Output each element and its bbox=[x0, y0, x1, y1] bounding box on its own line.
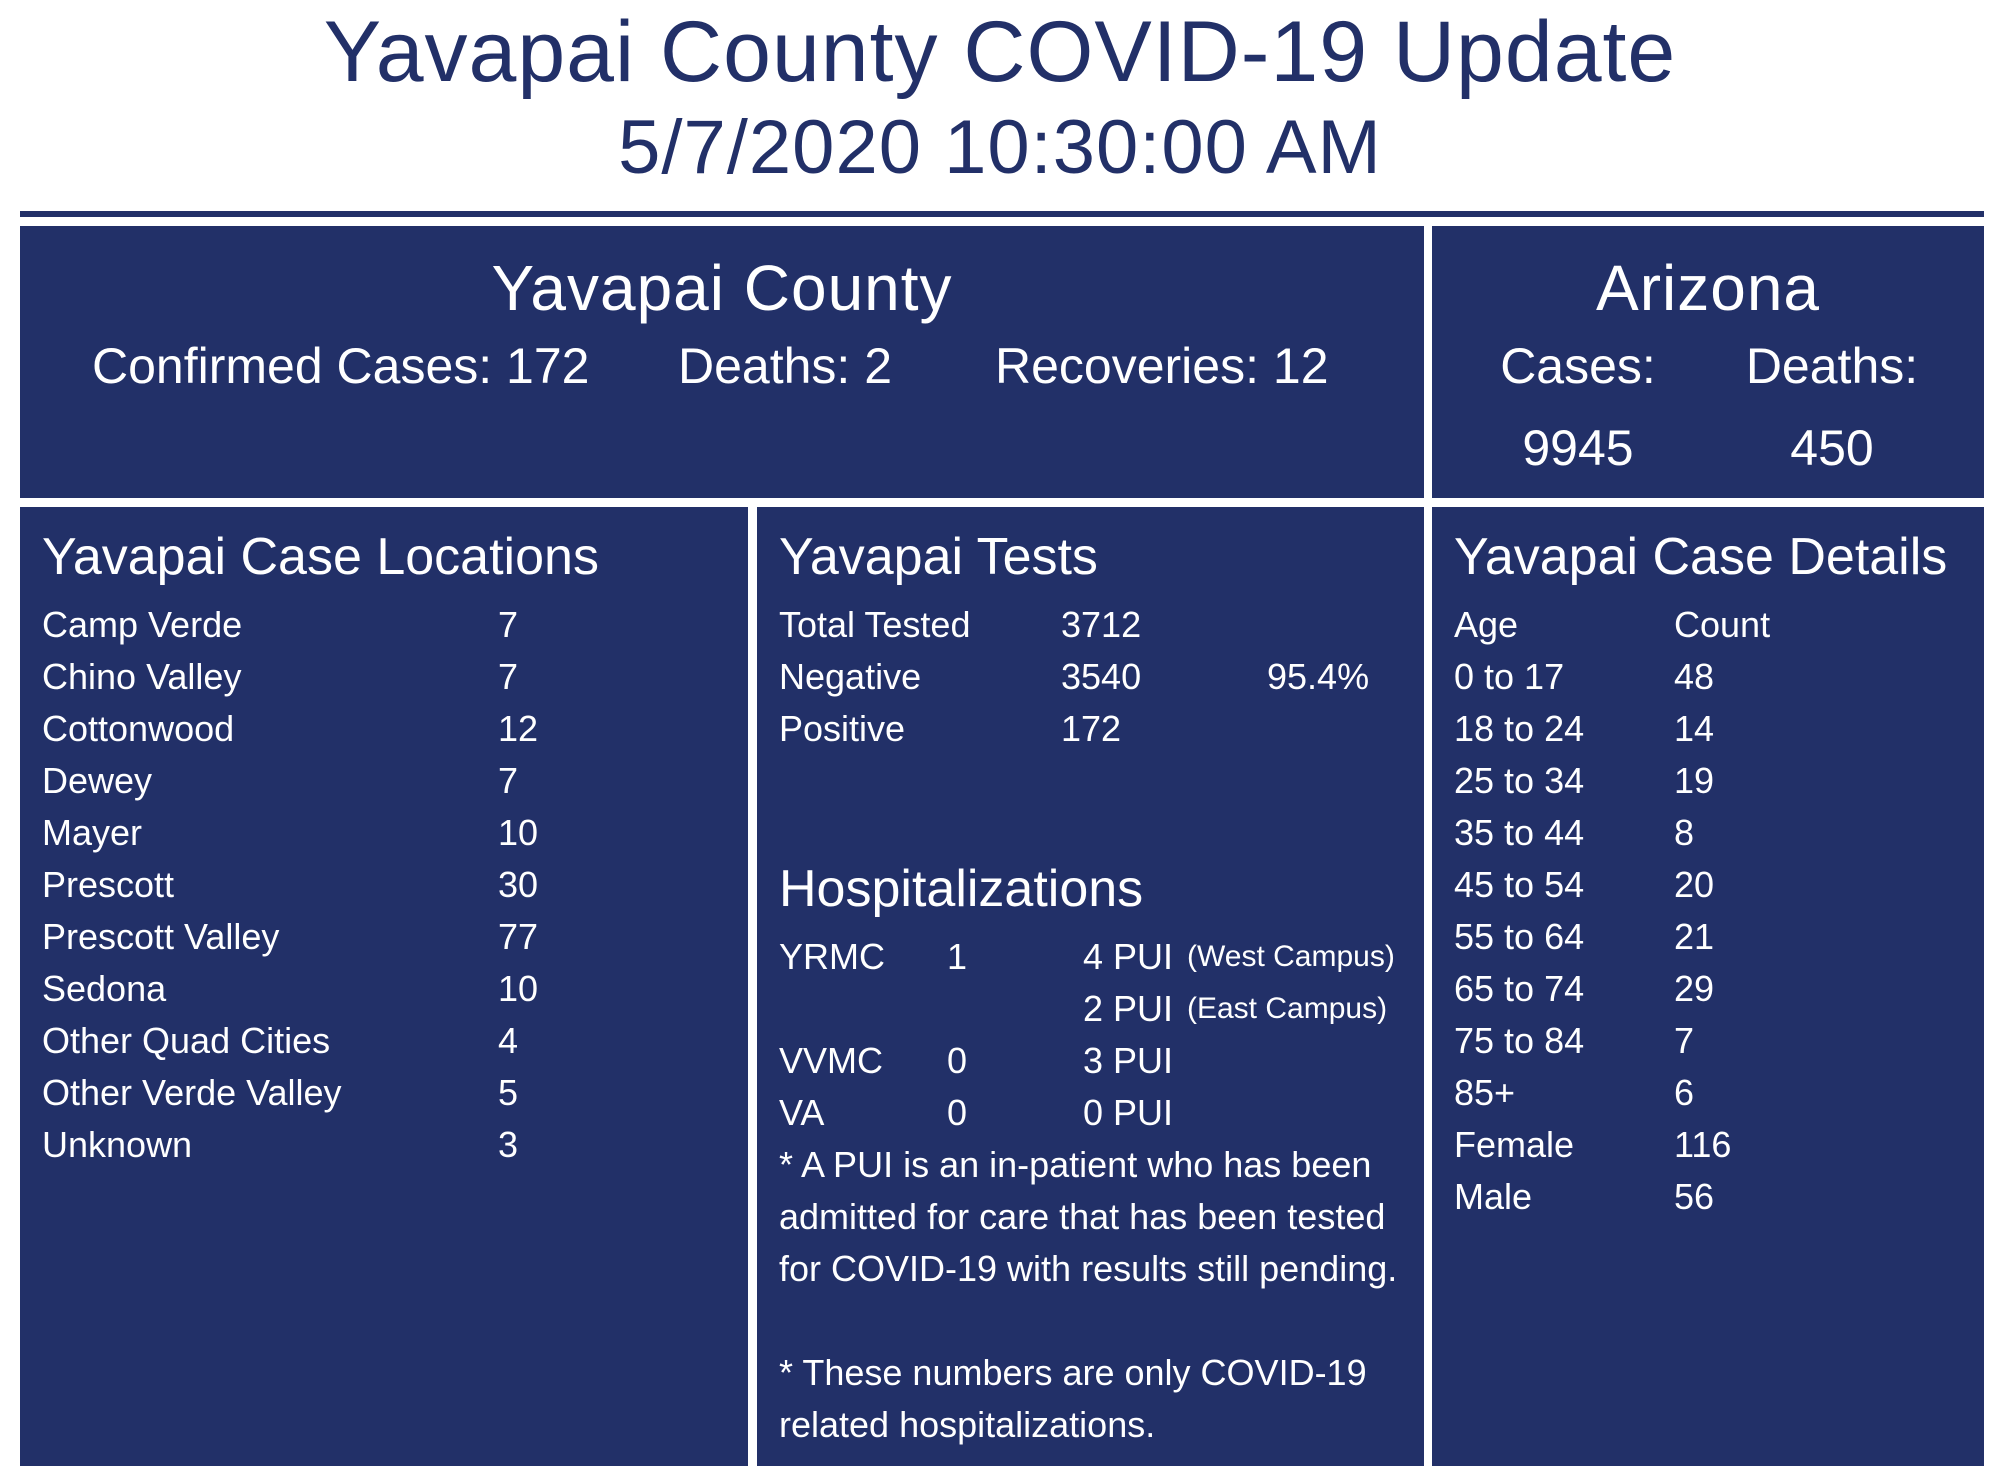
location-name: Dewey bbox=[42, 760, 153, 801]
hospital-campus: (West Campus) bbox=[1187, 940, 1395, 973]
age-group-label: 18 to 24 bbox=[1454, 708, 1585, 749]
tests-list bbox=[779, 599, 1414, 755]
age-group-count: 29 bbox=[1674, 968, 1715, 1009]
location-count: 12 bbox=[498, 708, 539, 749]
age-group-label: Male bbox=[1454, 1176, 1533, 1217]
location-name: Cottonwood bbox=[42, 708, 235, 749]
age-group-label: 65 to 74 bbox=[1454, 968, 1585, 1009]
location-count: 7 bbox=[498, 760, 519, 801]
age-group-count: 6 bbox=[1674, 1072, 1695, 1113]
deaths-stat: Deaths: 2 bbox=[678, 338, 893, 394]
hospital-row bbox=[779, 1087, 1414, 1139]
hospital-pui: 0 PUI bbox=[1083, 1092, 1174, 1133]
age-group-count: 14 bbox=[1674, 708, 1715, 749]
location-count: 5 bbox=[498, 1072, 519, 1113]
location-name: Sedona bbox=[42, 968, 167, 1009]
age-group-count: 116 bbox=[1674, 1124, 1732, 1165]
case-detail-row bbox=[1454, 911, 1974, 963]
tests-panel bbox=[757, 507, 1424, 1466]
case-detail-row bbox=[1454, 1067, 1974, 1119]
age-group-label: 35 to 44 bbox=[1454, 812, 1585, 853]
arizona-summary-panel bbox=[1432, 226, 1984, 498]
count-column-header: Count bbox=[1674, 604, 1771, 645]
test-value: 3712 bbox=[1061, 604, 1142, 645]
age-group-label: 45 to 54 bbox=[1454, 864, 1585, 905]
page-title: Yavapai County COVID-19 Update bbox=[323, 4, 1677, 100]
arizona-cases-value: 9945 bbox=[1522, 420, 1634, 476]
covid-only-note: * These numbers are only COVID-19 related hospitalizations. bbox=[779, 1352, 1367, 1445]
location-count: 3 bbox=[498, 1124, 519, 1165]
location-row bbox=[42, 911, 738, 963]
case-details-header-row bbox=[1454, 599, 1974, 651]
arizona-title: Arizona bbox=[1596, 252, 1820, 324]
location-name: Unknown bbox=[42, 1124, 193, 1165]
case-detail-row bbox=[1454, 1119, 1974, 1171]
confirmed-cases-stat: Confirmed Cases: 172 bbox=[92, 338, 590, 394]
case-details-panel bbox=[1432, 507, 1984, 1466]
hospital-facility: VA bbox=[779, 1092, 825, 1133]
age-group-label: Female bbox=[1454, 1124, 1575, 1165]
hospital-facility: YRMC bbox=[779, 936, 885, 977]
test-row bbox=[779, 703, 1414, 755]
age-group-label: 85+ bbox=[1454, 1072, 1516, 1113]
age-group-count: 8 bbox=[1674, 812, 1695, 853]
location-name: Other Verde Valley bbox=[42, 1072, 342, 1113]
location-count: 7 bbox=[498, 604, 519, 645]
hospital-pui: 4 PUI bbox=[1083, 936, 1174, 977]
location-row bbox=[42, 1067, 738, 1119]
location-row bbox=[42, 599, 738, 651]
age-group-count: 7 bbox=[1674, 1020, 1695, 1061]
location-name: Chino Valley bbox=[42, 656, 242, 697]
case-detail-row bbox=[1454, 703, 1974, 755]
location-row bbox=[42, 755, 738, 807]
pui-definition-note: * A PUI is an in-patient who has been admitted for care that has been tested for COVID-19 with results still pending. bbox=[779, 1144, 1398, 1289]
case-locations-title: Yavapai Case Locations bbox=[42, 528, 599, 586]
location-name: Prescott bbox=[42, 864, 175, 905]
location-row bbox=[42, 1015, 738, 1067]
location-count: 30 bbox=[498, 864, 539, 905]
test-percent: 95.4% bbox=[1267, 656, 1370, 697]
hospital-facility: VVMC bbox=[779, 1040, 884, 1081]
case-detail-row bbox=[1454, 1015, 1974, 1067]
location-name: Other Quad Cities bbox=[42, 1020, 331, 1061]
age-group-label: 25 to 34 bbox=[1454, 760, 1585, 801]
age-group-count: 21 bbox=[1674, 916, 1715, 957]
test-label: Positive bbox=[779, 708, 906, 749]
age-group-label: 0 to 17 bbox=[1454, 656, 1565, 697]
hospital-row bbox=[779, 931, 1414, 983]
location-row bbox=[42, 963, 738, 1015]
age-group-count: 48 bbox=[1674, 656, 1715, 697]
case-locations-panel bbox=[20, 507, 748, 1466]
location-count: 10 bbox=[498, 968, 539, 1009]
hospital-count: 1 bbox=[947, 936, 968, 977]
arizona-cases bbox=[1458, 334, 1698, 480]
location-count: 77 bbox=[498, 916, 539, 957]
header-divider bbox=[20, 211, 1984, 217]
arizona-deaths-label: Deaths: bbox=[1745, 338, 1919, 394]
location-name: Camp Verde bbox=[42, 604, 243, 645]
case-detail-row bbox=[1454, 1171, 1974, 1223]
test-label: Total Tested bbox=[779, 604, 971, 645]
case-detail-row bbox=[1454, 651, 1974, 703]
hospitalizations-list bbox=[779, 931, 1414, 1139]
age-column-header: Age bbox=[1454, 604, 1519, 645]
hospital-count: 0 bbox=[947, 1092, 968, 1133]
case-detail-row bbox=[1454, 807, 1974, 859]
tests-title: Yavapai Tests bbox=[779, 528, 1098, 586]
arizona-deaths bbox=[1712, 334, 1952, 480]
location-row bbox=[42, 859, 738, 911]
location-name: Prescott Valley bbox=[42, 916, 280, 957]
location-row bbox=[42, 807, 738, 859]
case-locations-list bbox=[42, 599, 738, 1171]
test-label: Negative bbox=[779, 656, 922, 697]
arizona-cases-label: Cases: bbox=[1500, 338, 1656, 394]
location-row bbox=[42, 703, 738, 755]
case-details-title: Yavapai Case Details bbox=[1454, 528, 1948, 586]
case-detail-row bbox=[1454, 859, 1974, 911]
hospital-campus: (East Campus) bbox=[1187, 992, 1388, 1025]
update-timestamp: 5/7/2020 10:30:00 AM bbox=[618, 105, 1382, 190]
hospital-row bbox=[779, 1035, 1414, 1087]
recoveries-stat: Recoveries: 12 bbox=[995, 338, 1329, 394]
county-summary-title: Yavapai County bbox=[491, 252, 953, 324]
arizona-deaths-value: 450 bbox=[1790, 420, 1874, 476]
test-row bbox=[779, 651, 1414, 703]
location-count: 4 bbox=[498, 1020, 519, 1061]
location-name: Mayer bbox=[42, 812, 143, 853]
location-row bbox=[42, 1119, 738, 1171]
hospital-count: 0 bbox=[947, 1040, 968, 1081]
age-group-label: 55 to 64 bbox=[1454, 916, 1585, 957]
hospital-pui: 2 PUI bbox=[1083, 988, 1174, 1029]
case-detail-row bbox=[1454, 755, 1974, 807]
test-value: 3540 bbox=[1061, 656, 1142, 697]
age-group-count: 56 bbox=[1674, 1176, 1715, 1217]
age-group-count: 20 bbox=[1674, 864, 1715, 905]
location-count: 7 bbox=[498, 656, 519, 697]
case-detail-row bbox=[1454, 963, 1974, 1015]
hospital-pui: 3 PUI bbox=[1083, 1040, 1174, 1081]
case-details-list bbox=[1454, 599, 1974, 1223]
test-value: 172 bbox=[1061, 708, 1122, 749]
page-header bbox=[0, 0, 2000, 200]
hospital-row bbox=[779, 983, 1414, 1035]
location-row bbox=[42, 651, 738, 703]
hospitalizations-title: Hospitalizations bbox=[779, 860, 1144, 918]
county-summary-panel bbox=[20, 226, 1424, 498]
age-group-label: 75 to 84 bbox=[1454, 1020, 1585, 1061]
age-group-count: 19 bbox=[1674, 760, 1715, 801]
test-row bbox=[779, 599, 1414, 651]
location-count: 10 bbox=[498, 812, 539, 853]
